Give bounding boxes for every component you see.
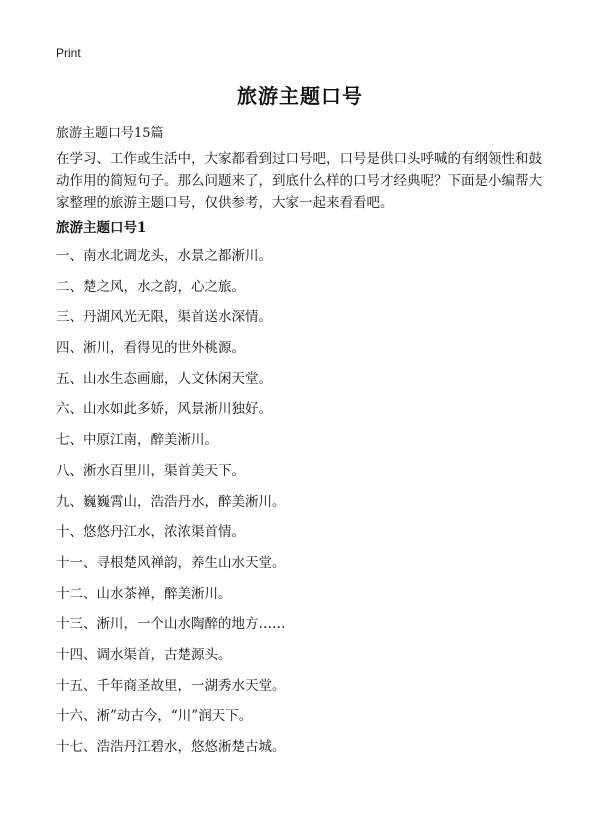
slogan-item: 十、悠悠丹江水，浓浓渠首情。 <box>56 524 245 541</box>
slogan-item: 八、淅水百里川，渠首美天下。 <box>56 462 245 479</box>
slogan-item: 一、南水北调龙头，水景之都淅川。 <box>56 248 272 264</box>
slogan-item: 二、楚之风，水之韵，心之旅。 <box>56 278 245 295</box>
slogan-item: 十四、调水渠首，古楚源头。 <box>56 646 232 663</box>
slogan-list <box>56 246 286 768</box>
slogan-item: 十五、千年商圣故里，一湖秀水天堂。 <box>56 677 286 694</box>
print-link[interactable]: Print <box>56 46 81 60</box>
slogan-item: 四、淅川，看得见的世外桃源。 <box>56 340 245 357</box>
slogan-item: 十七、浩浩丹江碧水，悠悠淅楚古城。 <box>56 739 286 755</box>
section-heading: 旅游主题口号1 <box>56 220 147 236</box>
slogan-item: 十三、淅川，一个山水陶醉的地方…… <box>56 616 286 633</box>
intro-paragraph: 在学习、工作或生活中，大家都看到过口号吧，口号是供口头呼喊的有纲领性和鼓动作用的简短句子。那么问题来了，到底什么样的口号才经典呢？下面是小编帮大家整理的旅游主题口号，仅供参考，大家一起来看看吧。 <box>56 151 542 211</box>
slogan-item: 七、中原江南，醉美淅川。 <box>56 432 218 449</box>
slogan-item: 十一、寻根楚风禅韵，养生山水天堂。 <box>56 554 286 571</box>
page-title: 旅游主题口号 <box>237 84 363 108</box>
slogan-item: 三、丹湖风光无限，渠首送水深情。 <box>56 309 272 326</box>
document-subtitle: 旅游主题口号15篇 <box>56 126 164 141</box>
slogan-item: 五、山水生态画廊，人文休闲天堂。 <box>56 370 272 387</box>
slogan-item: 六、山水如此多娇，风景淅川独好。 <box>56 401 272 418</box>
slogan-item: 十六、淅”动古今，“川”润天下。 <box>56 708 253 725</box>
slogan-item: 九、巍巍霄山，浩浩丹水，醉美淅川。 <box>56 493 286 510</box>
slogan-item: 十二、山水茶禅，醉美淅川。 <box>56 585 232 602</box>
